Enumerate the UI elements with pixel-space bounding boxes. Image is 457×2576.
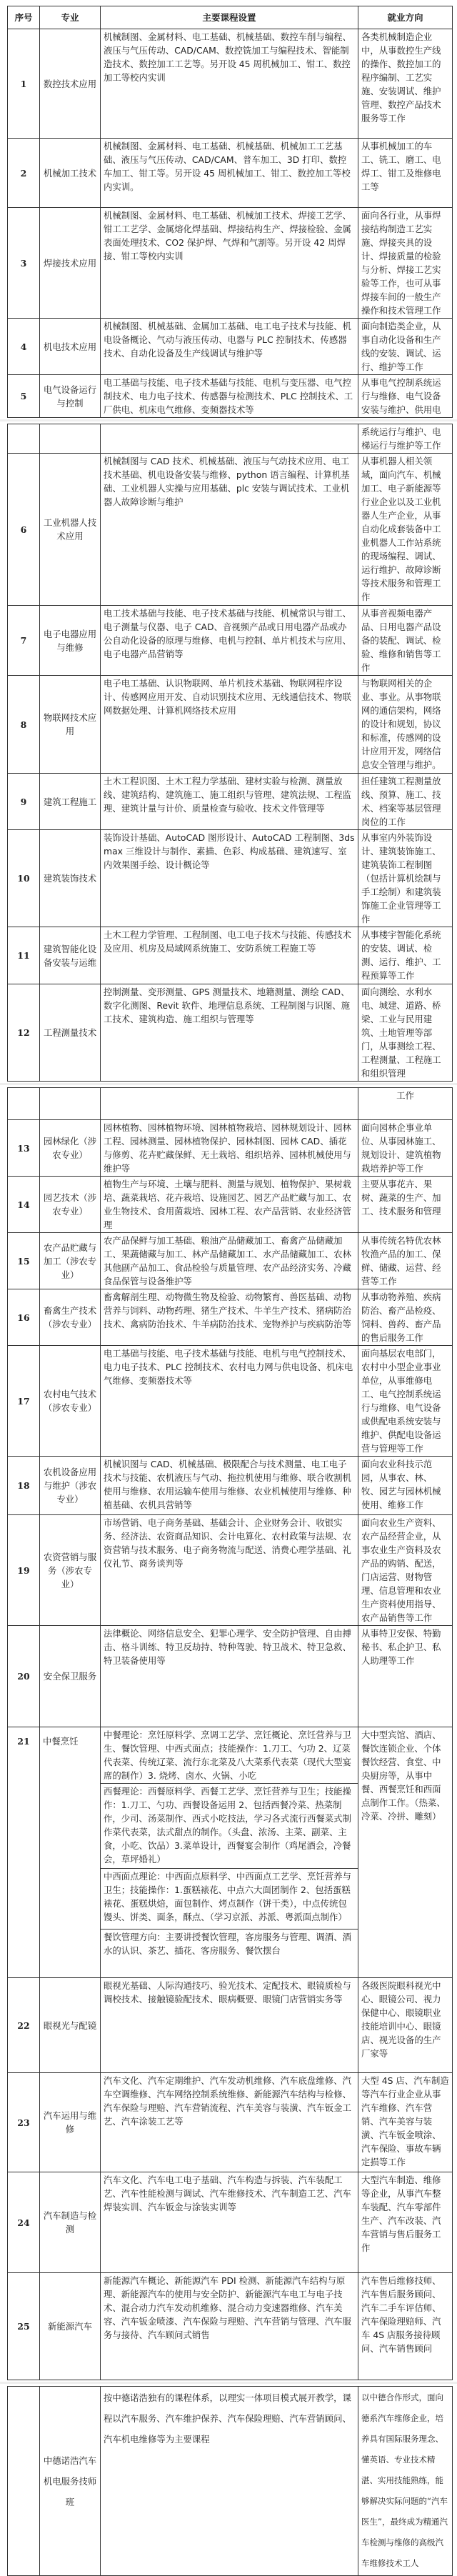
table-row: [8, 1177, 453, 1233]
row-number: 4: [8, 319, 40, 375]
employment-cell: 从事动物养殖、疾病防治、畜产品检疫、饲料、兽药、畜产品的售后服务工作: [358, 1289, 453, 1346]
row-number: 5: [8, 375, 40, 418]
major-name: 工程测量技术: [40, 984, 101, 1082]
major-name: 中德诺浩汽车机电服务技师班: [40, 2387, 101, 2576]
major-name: 建筑工程施工: [40, 774, 101, 830]
page-break: [0, 2382, 457, 2384]
row-number: [8, 2387, 40, 2576]
course-cell: 电子电工基础、认识物联网、单片机技术基础、物联网程序设计、传感网应用开发、自动识别技术应用、无线通信技术、物联网数据处理、计算机网络技术应用: [101, 676, 358, 774]
major-name: 电气设备运行与控制: [40, 375, 101, 418]
major-name: 农产品贮藏与加工（涉农专业）: [40, 1233, 101, 1289]
course-cell: 机械制图、金属材料、电工基础、机械加工技术、焊接工艺学、钳工工艺学、金属熔化焊基础、焊接结构生产、焊接检验、金属表面处理技术、CO2 保护焊、气焊和气割等。另开设 42 周焊接、钳工等校内实训: [101, 208, 358, 319]
course-cell: 机械制图、机械基础、金属加工基础、电工电子技术与技能、机电设备概论、气动与液压传动、电器与 PLC 控制技术、传感器技术、自动化设备及生产线调试与维护等: [101, 319, 358, 375]
table-row: [8, 1233, 453, 1289]
column-header-no: 序号: [8, 6, 40, 29]
row-number: 21: [8, 1727, 40, 1978]
course-cell: 眼视光基础、人际沟通技巧、验光技术、定配技术、眼镜质检与调校技术、接触镜验配技术、眼病概要、眼镜门店营销实务等: [101, 1978, 358, 2073]
row-number: 23: [8, 2073, 40, 2172]
table-page: [7, 1087, 452, 2380]
table-row: [8, 208, 453, 319]
table-row: [8, 830, 453, 927]
course-cell: 中西面点理论：中西面点原料学、中西面点工艺学、烹饪营养与卫生；技能操作：1.蛋糕裱花、中点六大面团制作 2、包括蛋糕裱花、蛋糕烘焙，面包制作、烤点制作（饼干类），中点传统包馒头、饼类、面条，酥点、（学习京派、苏派、粤派面点制作）: [101, 1869, 358, 1929]
row-number: 2: [8, 139, 40, 208]
table-row: [8, 606, 453, 676]
employment-cell: 从事特卫安保、特勤秘书、私企护卫、私人助理等工作: [358, 1626, 453, 1727]
employment-cell: 从事电气控制系统运行与维修、电气设备安装与维护、供用电: [358, 375, 453, 418]
employment-cell: 面向测绘、水利水电、城建、道路、桥梁、工业与民用建筑、土地管理等部门，从事测绘工程、工程测量、工程施工和组织管理: [358, 984, 453, 1082]
row-number: 13: [8, 1120, 40, 1177]
table-page: [7, 2386, 452, 2576]
employment-cell: 大中型宾馆、酒店、餐饮连锁企业、个体餐饮经营、食堂、中央厨房等，从事中餐、西餐烹饪和西面点制作工作。（热菜、冷菜、冷拼、雕刻）: [358, 1727, 453, 1978]
employment-cell: 从事传统名特优农林牧渔产品的加工、保鲜、储藏、运营、经营等工作: [358, 1233, 453, 1289]
table-row: [8, 1515, 453, 1626]
row-number: 17: [8, 1346, 40, 1457]
employment-cell: 大型 4S 店、汽车制造等汽车行业企业从事汽车维修、汽车营销、汽车美容与装潢、汽车钣金喷涂、汽车保险、事故车辆定损等工作: [358, 2073, 453, 2172]
major-name: 汽车制造与检测: [40, 2172, 101, 2273]
row-number: 15: [8, 1233, 40, 1289]
table-row: [8, 29, 453, 139]
table-row: [8, 2073, 453, 2172]
course-cell: 按中德诺浩独有的课程体系，以理实一体项目模式展开教学，课程以汽车服务、汽车维护保养、汽车保险理赔、汽车营销顾问、汽车机电维修等为主要课程: [101, 2387, 358, 2576]
table-row-continuation: [8, 424, 453, 454]
course-cell: 控制测量、变形测量、GPS 测量技术、地籍测量、测绘 CAD、数字化测图、Revit 软件、地理信息系统、工程制图与识图、施工技术、建筑构造、施工组织与管理等: [101, 984, 358, 1082]
major-name: 农机设备应用与维护（涉农专业）: [40, 1457, 101, 1515]
row-number: 3: [8, 208, 40, 319]
row-number: 19: [8, 1515, 40, 1626]
course-cell: 电工基础与技能、电子技术基础与技能、电机与电气控制技术、电力电子技术、PLC 控制技术、农村电力网与供电设备、机床电气维修、变频器技术等: [101, 1346, 358, 1457]
major-name: 电子电器应用与维修: [40, 606, 101, 676]
major-name: 建筑装饰技术: [40, 830, 101, 927]
course-cell: 土木工程识图、土木工程力学基础、建材实验与检测、测量放线、建筑结构、建筑施工、施工组织与管理、建筑法规、工程监理、建筑计量与计价、质量检查与验收、技术文件管理等: [101, 774, 358, 830]
course-cell: 植物生产与环境、土壤与肥料、测量与规划、植物保护、果树栽培、蔬菜栽培、花卉栽培、设施园艺、园艺产品贮藏与加工、农业生物技术、食用菌栽培、园林工程、农产品营销、农业经济管理: [101, 1177, 358, 1233]
major-name: 安全保卫服务: [40, 1626, 101, 1727]
row-number: 6: [8, 454, 40, 606]
employment-cell: 面向农业科技示范园，从事农、林、牧、园艺与园林机械使用、维修工作: [358, 1457, 453, 1515]
employment-cell: 各级医院眼科视光中心、眼镜公司、视力保健中心、眼镜职业技能培训中心、眼镜店、视光设备的生产厂家等: [358, 1978, 453, 2073]
course-cell: 机械制图、金属材料、电工基础、机械基础、机械加工工艺基础、液压与气压传动、CAD/CAM、普车加工、3D 打印、数控车加工、钳工等。另开设 45 周机械加工、钳工、数控加工等校内实训。: [101, 139, 358, 208]
major-name: 农资营销与服务（涉农专业）: [40, 1515, 101, 1626]
employment-cell: 面向基层农电部门，农村中小型企业事业单位，从事维修电工、电气控制系统运行与维修、电气设备或供配电系统安装与维护、供配电设备运营与管理等工作: [358, 1346, 453, 1457]
course-table: [7, 1087, 453, 2380]
major-name: 机电技术应用: [40, 319, 101, 375]
employment-cell: 以中德合作形式，面向德系汽车维修企业，培养具有国际服务理念、懂英语、专业技术精湛、实用技能熟练，能够解决实际问题的“汽车医生”，最终成为精通汽车检测与维修的高级汽车维修技术工人: [358, 2387, 453, 2576]
major-name: 新能源汽车: [40, 2273, 101, 2380]
table-row: [8, 2387, 453, 2576]
course-cell: 新能源汽车概论、新能源汽车 PDI 检测、新能源汽车结构与原理、新能源汽车的使用与安全防护、新能源汽车电工与电子技术、混合动力汽车发动机维修、混合动力变速器维修、汽车美容、汽车钣金喷漆、汽车保险与理赔、汽车营销与管理、汽车服务与接待、汽车顾问式销售: [101, 2273, 358, 2380]
employment-cell: 面向各行业，从事焊接结构制造工艺实施、焊接夹具的设计、焊接质量的检验与分析、焊接工艺实验等工作，也可从事焊接车间的一般生产操作和技术管理工作: [358, 208, 453, 319]
table-row: [8, 2172, 453, 2273]
course-cell: 畜禽解剖生理、动物微生物及检验、动物繁育、兽医基础、动物营养与饲料、动物药理、猪生产技术、牛羊生产技术、猪病防治技术、禽病防治技术、牛羊病防治技术、宠物养护与疾病防治等: [101, 1289, 358, 1346]
row-number: 24: [8, 2172, 40, 2273]
employment-cell: 面向园林企事业单位、从事园林施工、规划设计、建筑植物栽培养护等工作: [358, 1120, 453, 1177]
table-row: [8, 1346, 453, 1457]
row-number: 1: [8, 29, 40, 139]
row-number: 22: [8, 1978, 40, 2073]
major-name: 农村电气技术（涉农专业）: [40, 1346, 101, 1457]
course-cell: 电工基础与技能、电子技术基础与技能、电机与变压器、电气控制技术、电力电子技术、传感器与检测技术、PLC 控制技术、工厂供电、机床电气维修、变频器技术等: [101, 375, 358, 418]
row-number: 7: [8, 606, 40, 676]
course-cell: 电工技术基础与技能、电子技术基础与技能、机械常识与钳工、电子测量与仪器、电子 CAD、音视频产品或日用电器产品或办公自动化设备的原理与维修、电机与控制、单片机技术与应用、电子电器产品营销等: [101, 606, 358, 676]
table-row: [8, 1727, 453, 1784]
table-row: [8, 139, 453, 208]
major-name: 汽车运用与维修: [40, 2073, 101, 2172]
major-name: 焊接技术应用: [40, 208, 101, 319]
course-cell: 法律概论、网络信息安全、犯罪心理学、安全防护管理、自由搏击、格斗训练、特卫反劫持、特种驾驶、特卫战术、特卫急救、特卫装备使用等: [101, 1626, 358, 1727]
course-cell: 农产品保鲜与加工基础、粮油产品储藏加工、畜禽产品储藏加工、果蔬储藏与加工、林产品储藏加工、水产品储藏加工、农林其他副产品加工、食品检验与质量管理、农产品经济实务、冷藏食品保管与设备维护等: [101, 1233, 358, 1289]
column-header-major: 专业: [40, 6, 101, 29]
course-table: [7, 2386, 453, 2576]
table-row: [8, 1289, 453, 1346]
table-row: [8, 375, 453, 418]
row-number: 14: [8, 1177, 40, 1233]
major-name: 工业机器人技术应用: [40, 454, 101, 606]
employment-cell: 工作: [358, 1088, 453, 1120]
employment-cell: 从事室内外装饰设计、建筑装饰施工、建筑装饰工程制图（包括计算机绘制与手工绘制）和建筑装饰施工企业管理等工作: [358, 830, 453, 927]
employment-cell: 汽车售后维修技师、汽车售后服务顾问、汽车二手车评估师、汽车保险理赔师、汽车 4S 店服务接待顾问、汽车销售顾问: [358, 2273, 453, 2380]
course-cell: 中餐理论：烹饪原料学、烹调工艺学、烹饪概论、烹饪营养与卫生、餐饮管理、中西式面点；技能操作：1.刀工、勺功 2、辽菜代表菜、传统辽菜、流行东北菜及八大菜系代表菜（现代大型宴席的制作）3. 烧烤、卤水、火锅、小吃: [101, 1727, 358, 1784]
row-number: 16: [8, 1289, 40, 1346]
table-row: [8, 676, 453, 774]
table-row: [8, 1978, 453, 2073]
major-name: 中餐烹饪: [40, 1727, 101, 1978]
table-header-row: [8, 6, 453, 29]
employment-cell: 与物联网相关的企业、事业。从事物联网的通信架构，网络的设计和规划，协议和标准，传感网的设计应用开发，网络信息安全管理与维护。: [358, 676, 453, 774]
course-cell: 机械制图与 CAD 技术、机械基础、液压与气动技术应用、电工技术基础、机电设备安装与维修、python 语言编程、计算机基础、工业机器人实操与应用基础、plc 安装与调试技术、工业机器人故障诊断与维护: [101, 454, 358, 606]
major-name: 数控技术应用: [40, 29, 101, 139]
employment-cell: 从事机器人相关领域，面向汽车、机械加工、电子新能源等行业企业以及工业机器人生产企业，从事自动化成套装备中工业机器人工作站系统的现场编程、调试、运行维护、故障诊断等技术服务和管理工作: [358, 454, 453, 606]
course-cell: 餐饮管理方向：主要讲授餐饮管理，客房服务与管理、调酒、酒水的认识、茶艺、插花、客房服务、餐饮摆台: [101, 1929, 358, 1978]
major-name: 园艺技术（涉农专业）: [40, 1177, 101, 1233]
page-break: [0, 419, 457, 421]
course-cell: 汽车文化、汽车定期维护、汽车发动机维修、汽车底盘维修、汽车空调维修、汽车网络控制系统维修、新能源汽车结构与检修、汽车保险与理赔、汽车营销流程、汽车美容与装潢、汽车钣金工艺、汽车涂装工艺等: [101, 2073, 358, 2172]
major-name: 眼视光与配镜: [40, 1978, 101, 2073]
table-page: [7, 424, 452, 1082]
employment-cell: 面向制造类企业，从事自动化设备和生产线的安装、调试、运行、维护等工作: [358, 319, 453, 375]
table-row: [8, 1120, 453, 1177]
table-row: [8, 1457, 453, 1515]
course-table: [7, 6, 453, 418]
major-name: 机械加工技术: [40, 139, 101, 208]
table-row: [8, 1626, 453, 1727]
course-cell: 园林植物、园林植物环境、园林植物栽培、园林规划设计、园林工程、园林测量、园林植物保护、园林制图、园林 CAD、插花与修剪、花卉贮藏保鲜、无土栽培、组织培养、园林机械使用与维护等: [101, 1120, 358, 1177]
employment-cell: 大型汽车制造、维修等企业，从事汽车整车装配、汽车零部件生产、汽车改装、汽车营销与售后服务工作: [358, 2172, 453, 2273]
table-row-continuation: [8, 1088, 453, 1120]
course-cell: 机械识图与 CAD、机械基础、极限配合与技术测量、电工电子技术与技能、农机液压与气动、拖拉机使用与维修、联合收割机使用与维修、农用运输车使用与维修、农业机械使用与维修、种植基础、农机具营销等: [101, 1457, 358, 1515]
course-cell: 市场营销、电子商务基础、基础会计、企业财务会计、收银实务、经济法、农资商品知识、会计电算化、农村政策与法规、农资营销与技术服务、电子商务物流与配送、消费心理学基础、礼仪礼节、商务谈判等: [101, 1515, 358, 1626]
row-number: 12: [8, 984, 40, 1082]
employment-cell: 系统运行与维护、电梯运行与维护等工作: [358, 424, 453, 454]
column-header-employment: 就业方向: [358, 6, 453, 29]
row-number: 18: [8, 1457, 40, 1515]
table-page: [7, 6, 452, 418]
course-cell: 西餐理论：西餐原料学、西餐工艺学、烹饪营养与卫生；技能操作：1.刀工、勺功、西餐设备运用 2、包括西餐冷菜、热菜制作，少司、汤菜制作、西式小吃技法，学习各式流行西餐菜式制作菜代表菜，法式甜点的制作。（头盘、浓汤、主菜、副菜、主食，小吃、饮品）3.菜单设计，西餐宴会制作（鸡尾酒会，冷餐会，草坪婚礼）: [101, 1784, 358, 1869]
column-header-courses: 主要课程设置: [101, 6, 358, 29]
table-row: [8, 454, 453, 606]
course-table: [7, 424, 453, 1082]
table-row: [8, 927, 453, 984]
major-name: 园林绿化（涉农专业）: [40, 1120, 101, 1177]
row-number: 9: [8, 774, 40, 830]
major-name: 畜禽生产技术（涉农专业）: [40, 1289, 101, 1346]
employment-cell: 从事楼宇智能化系统的安装、调试、检测、运行、维护、工程预算等工作: [358, 927, 453, 984]
row-number: 8: [8, 676, 40, 774]
major-name: 物联网技术应用: [40, 676, 101, 774]
table-row: [8, 319, 453, 375]
page-break: [0, 1083, 457, 1085]
row-number: 11: [8, 927, 40, 984]
employment-cell: 面向农业生产资料、农产品经营企业，从事农业生产资料及农产品的购销、配送，门店运营、财物管理、信息管理和农业生产资料使用指导、农产品销售等工作: [358, 1515, 453, 1626]
row-number: 25: [8, 2273, 40, 2380]
employment-cell: 担任建筑工程测量放线、预算、施工、技术、档案等基层管理岗位的工作: [358, 774, 453, 830]
employment-cell: 从事机械加工的车工、铣工、磨工、电焊工、钳工及维修电工等: [358, 139, 453, 208]
employment-cell: 主要从事花卉、果树、蔬菜的生产、加工、技术服务和管理: [358, 1177, 453, 1233]
course-cell: 机械制图、金属材料、电工基础、机械基础、数控车削与编程、液压与气压传动、CAD/CAM、数控铣加工与编程技术、智能制造技术、数控加工工艺等。另开设 45 周机械加工、钳工、数控加工等校内实训: [101, 29, 358, 139]
row-number: 10: [8, 830, 40, 927]
table-row: [8, 2273, 453, 2380]
employment-cell: 从事音视频电器产品、日用电器产品设备的装配、调试、检验、维修和销售等工作: [358, 606, 453, 676]
table-row: [8, 774, 453, 830]
course-cell: 装饰设计基础、AutoCAD 图形设计、AutoCAD 工程制图、3ds max 三维设计与制作、素描、色彩、构成基础、建筑速写、室内效果图手绘、设计概论等: [101, 830, 358, 927]
row-number: 20: [8, 1626, 40, 1727]
major-name: 建筑智能化设备安装与运维: [40, 927, 101, 984]
employment-cell: 各类机械制造企业中，从事数控生产线的操作、数控加工的程序编制、工艺实施、安装调试、维护管理、数控产品技术服务等工作: [358, 29, 453, 139]
course-cell: 土木工程力学管理、工程制图、电工电子技术与技能、传感技术及应用、机房及局域网系统施工、安防系统工程施工等: [101, 927, 358, 984]
course-cell: 汽车文化、汽车电工电子基础、汽车构造与拆装、汽车装配工艺、汽车性能检测与调试、汽车维修技术、汽车制造工艺、汽车焊装实训、汽车钣金与涂装实训等: [101, 2172, 358, 2273]
table-row: [8, 984, 453, 1082]
